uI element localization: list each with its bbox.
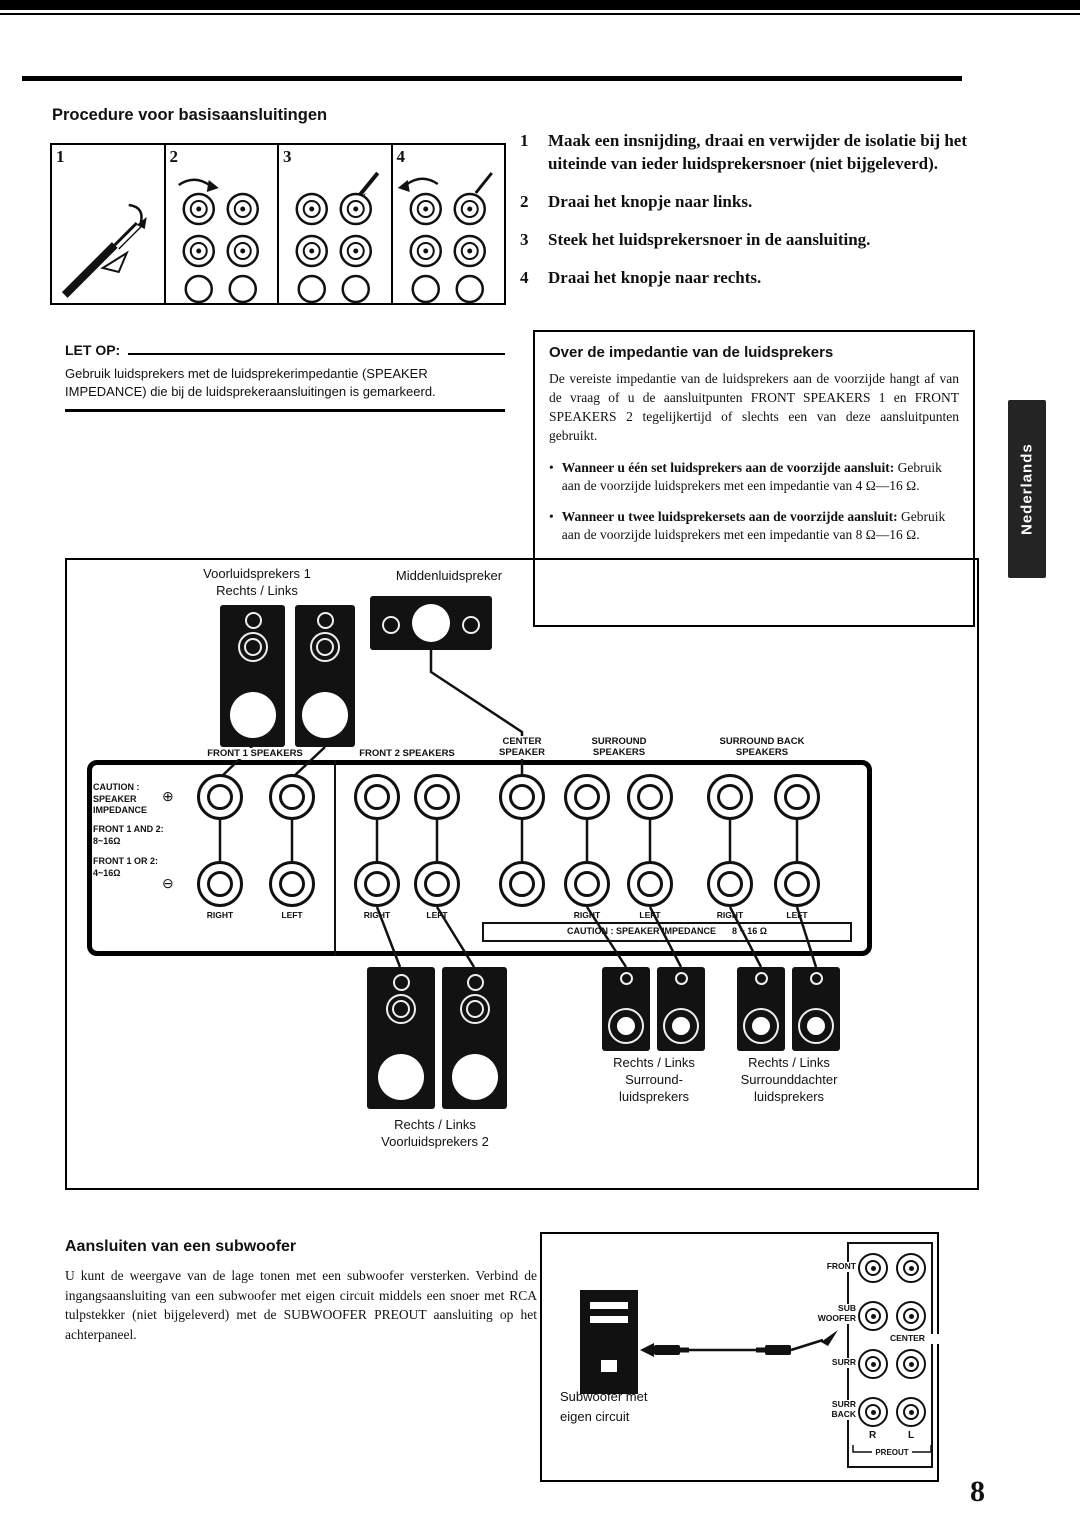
step-number: 2	[520, 191, 529, 211]
front1-speakers-label	[167, 566, 347, 600]
figure-number: 2	[169, 147, 178, 166]
rca-jack-surr-r	[858, 1349, 888, 1379]
left-label: LEFT	[426, 910, 448, 920]
tweeter-icon	[462, 616, 480, 634]
right-label: RIGHT	[573, 910, 601, 920]
binding-post	[707, 774, 753, 820]
left-label: LEFT	[786, 910, 808, 920]
surround-speaker-right	[602, 967, 650, 1051]
step-text: Draai het knopje naar links.	[548, 191, 753, 211]
left-label: LEFT	[639, 910, 661, 920]
woofer-icon	[663, 1008, 699, 1044]
subwoofer-text: U kunt de weergave van de lage tonen met een subwoofer versterken. Verbind de ingangsaansluiting van een subwoofer met eigen circuit middels een snoer met RCA tulpstekker (niet bijgeleverd) met de SUBWOOFER PREOUT aansluiting op het achterpaneel.	[65, 1268, 537, 1342]
caution-title: LET OP:	[65, 342, 121, 358]
section-center-speaker: CENTER SPEAKER	[482, 736, 562, 759]
bullet-text	[562, 459, 959, 495]
figure-panel-2	[166, 145, 280, 303]
caution-bottom-rule	[65, 409, 505, 412]
left-label: LEFT	[281, 910, 303, 920]
step-text: Draai het knopje naar rechts.	[548, 267, 762, 287]
binding-post	[707, 861, 753, 907]
wire-strip-illustration	[52, 171, 164, 303]
woofer-icon	[452, 1054, 498, 1100]
binding-post	[354, 861, 400, 907]
midrange-icon	[386, 994, 416, 1024]
woofer-icon	[302, 692, 348, 738]
tweeter-icon	[317, 612, 334, 629]
binding-post	[627, 774, 673, 820]
tweeter-icon	[382, 616, 400, 634]
scan-top-line	[0, 13, 1080, 15]
step-number: 1	[520, 131, 529, 150]
right-label: RIGHT	[363, 910, 391, 920]
preout-bracket	[852, 1444, 932, 1458]
jack-label-front: FRONT	[810, 1262, 858, 1272]
bullet-bold: Wanneer u twee luidsprekersets aan de voorzijde aansluit:	[561, 509, 898, 524]
bullet-rest: Gebruik aan de voorzijde luidsprekers met een impedantie van 8 Ω—16 Ω.	[561, 509, 946, 543]
woofer-icon	[743, 1008, 779, 1044]
bullet-rest: Gebruik aan de voorzijde luidsprekers met een impedantie van 4 Ω—16 Ω.	[561, 459, 942, 493]
preout-label: PREOUT	[875, 1448, 909, 1457]
caution-text: Gebruik luidsprekers met de luidsprekerimpedantie (SPEAKER IMPEDANCE) die bij de luidsprekeraansluitingen is gemarkeerd.	[65, 366, 436, 399]
binding-post	[564, 861, 610, 907]
tweeter-icon	[245, 612, 262, 629]
woofer-icon	[608, 1008, 644, 1044]
binding-post	[774, 861, 820, 907]
knob-tighten-illustration	[393, 171, 505, 303]
tweeter-icon	[675, 972, 688, 985]
tweeter-icon	[810, 972, 823, 985]
impedance-intro: De vereiste impedantie van de luidsprekers aan de voorzijde hangt af van de vraag of u de aansluitpunten FRONT SPEAKERS 1 en FRONT SPEAKERS 2 tegelijkertijd of slechts een van deze aansluitpunten gebruikt.	[549, 371, 959, 443]
binding-post	[499, 861, 545, 907]
language-tab: Nederlands	[1008, 400, 1046, 578]
section-title-subwoofer: Aansluiten van een subwoofer	[65, 1238, 297, 1255]
front1-label-line1: Voorluidsprekers 1	[203, 566, 311, 581]
binding-post	[564, 774, 610, 820]
front1-label-line2: Rechts / Links	[216, 582, 298, 598]
midrange-icon	[310, 632, 340, 662]
rca-jack-surr-back-l	[896, 1397, 926, 1427]
step-2	[520, 191, 978, 214]
section-surround-back-speakers: SURROUND BACK SPEAKERS	[707, 736, 817, 759]
section-surround-speakers: SURROUND SPEAKERS	[579, 736, 659, 759]
binding-post	[197, 774, 243, 820]
tweeter-icon	[393, 974, 410, 991]
binding-post	[414, 774, 460, 820]
binding-post	[354, 774, 400, 820]
caution-rule	[128, 353, 505, 355]
woofer-icon	[230, 692, 276, 738]
channel-label-r: R	[869, 1430, 877, 1441]
bullet-marker: •	[549, 459, 554, 475]
midrange-icon	[238, 632, 268, 662]
rca-jack-surr-back-r	[858, 1397, 888, 1427]
impedance-front-1-and-2: FRONT 1 AND 2: 8~16Ω	[93, 824, 164, 846]
section-front1-speakers: FRONT 1 SPEAKERS	[185, 748, 325, 759]
surround-back-speaker-left	[792, 967, 840, 1051]
binding-post	[197, 861, 243, 907]
rca-jack-center	[896, 1301, 926, 1331]
figure-panel-4	[393, 145, 505, 303]
rca-jack-front-r	[858, 1253, 888, 1283]
subwoofer-illustration	[580, 1290, 638, 1394]
impedance-front-1-or-2: FRONT 1 OR 2: 4~16Ω	[93, 856, 159, 878]
caution-note	[65, 342, 505, 412]
binding-post	[414, 861, 460, 907]
vent-slot	[590, 1302, 628, 1309]
front2-speaker-left	[442, 967, 507, 1109]
procedure-steps	[520, 130, 978, 305]
surround-back-speakers-label: Rechts / Links Surrounddachter luidsprekers	[740, 1055, 838, 1104]
page-number: 8	[970, 1475, 985, 1508]
jack-label-woofer: WOOFER	[804, 1314, 858, 1324]
procedure-figure	[50, 143, 506, 305]
caution-impedance-bar: CAUTION : SPEAKER IMPEDANCE 8 ~ 16 Ω	[482, 922, 852, 942]
surround-speaker-left	[657, 967, 705, 1051]
figure-number: 3	[283, 147, 292, 166]
binding-post	[499, 774, 545, 820]
tweeter-icon	[755, 972, 768, 985]
step-text: Maak een insnijding, draai en verwijder de isolatie bij het uiteinde van ieder luidsprekersnoer (niet bijgeleverd).	[548, 131, 968, 173]
rca-jack-subwoofer	[858, 1301, 888, 1331]
section-title-procedure: Procedure voor basisaansluitingen	[52, 106, 328, 124]
front2-speaker-right	[367, 967, 435, 1109]
jack-label-surr-back-2: BACK	[804, 1410, 858, 1420]
front2-speakers-label: Rechts / Links Voorluidsprekers 2	[381, 1117, 489, 1149]
bullet-text	[562, 508, 959, 544]
binding-post	[269, 861, 315, 907]
panel-divider	[334, 760, 336, 956]
subwoofer-caption: Subwoofer met eigen circuit	[560, 1389, 648, 1425]
step-3	[520, 229, 978, 252]
minus-terminal-icon: ⊖	[162, 875, 174, 891]
tweeter-icon	[467, 974, 484, 991]
subwoofer-diagram	[540, 1232, 939, 1482]
impedance-title: Over de impedantie van de luidsprekers	[549, 344, 834, 361]
rca-jack-surr-l	[896, 1349, 926, 1379]
step-4	[520, 267, 978, 290]
woofer-icon	[378, 1054, 424, 1100]
input-jack	[601, 1360, 617, 1372]
woofer-icon	[412, 604, 450, 642]
connection-diagram	[65, 558, 979, 1190]
midrange-icon	[460, 994, 490, 1024]
rca-cable-illustration	[638, 1322, 848, 1392]
right-label: RIGHT	[716, 910, 744, 920]
impedance-bullet-2	[549, 508, 959, 544]
terminal-knobs-illustration	[166, 171, 278, 303]
jack-label-surr: SURR	[810, 1358, 858, 1368]
woofer-icon	[798, 1008, 834, 1044]
panel-caution-text: CAUTION : SPEAKER IMPEDANCE	[93, 782, 148, 816]
channel-label-l: L	[908, 1430, 915, 1441]
figure-number: 1	[56, 147, 65, 166]
jack-label-center: CENTER	[888, 1334, 940, 1344]
center-speaker	[370, 596, 492, 650]
section-front2-speakers: FRONT 2 SPEAKERS	[337, 748, 477, 759]
vent-slot	[590, 1316, 628, 1323]
center-speaker-label: Middenluidspreker	[395, 568, 503, 583]
figure-panel-3	[279, 145, 393, 303]
wire-insert-illustration	[279, 171, 391, 303]
surround-back-speaker-right	[737, 967, 785, 1051]
step-number: 3	[520, 229, 529, 249]
bullet-marker: •	[549, 509, 554, 524]
plus-terminal-icon: ⊕	[162, 788, 174, 804]
front1-speaker-right	[220, 605, 285, 747]
jack-label-sub: SUB	[804, 1304, 858, 1314]
bullet-bold: Wanneer u één set luidsprekers aan de voorzijde aansluit:	[561, 459, 895, 475]
step-number: 4	[520, 267, 529, 287]
figure-panel-1	[52, 145, 166, 303]
header-rule	[22, 76, 962, 81]
front1-speaker-left	[295, 605, 355, 747]
tweeter-icon	[620, 972, 633, 985]
scan-top-bar	[0, 0, 1080, 10]
figure-number: 4	[396, 147, 405, 166]
right-label: RIGHT	[206, 910, 234, 920]
rca-jack-front-l	[896, 1253, 926, 1283]
binding-post	[627, 861, 673, 907]
impedance-bullet-1	[549, 459, 959, 495]
jack-label-surr-back-1: SURR	[804, 1400, 858, 1410]
step-text: Steek het luidsprekersnoer in de aansluiting.	[548, 229, 871, 249]
binding-post	[774, 774, 820, 820]
surround-speakers-label: Rechts / Links Surround- luidsprekers	[613, 1055, 695, 1104]
step-1	[520, 130, 978, 176]
binding-post	[269, 774, 315, 820]
